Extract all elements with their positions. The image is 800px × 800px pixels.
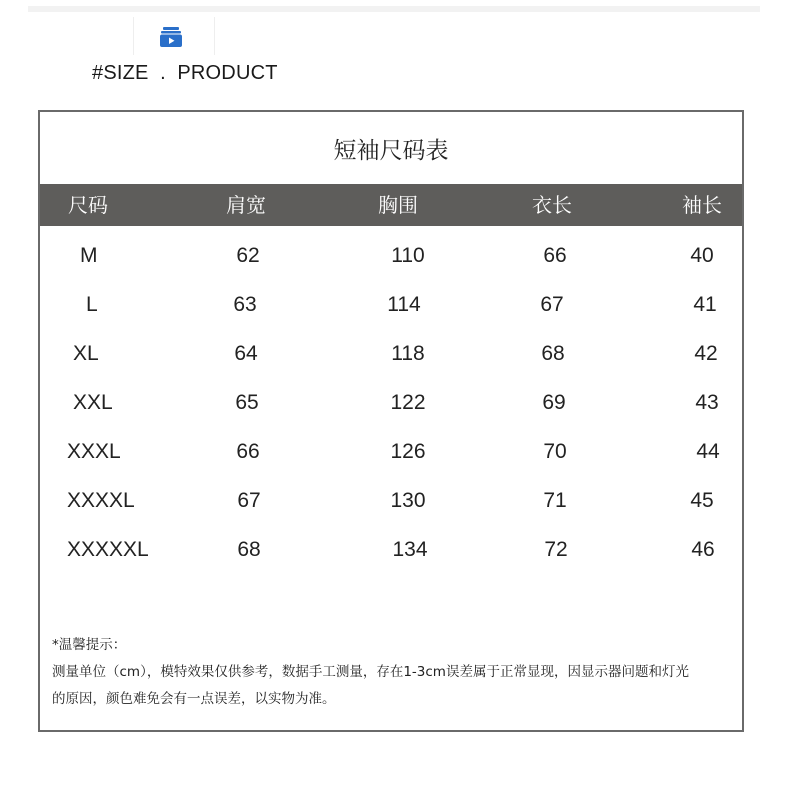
cell-chest: 126 [390,440,426,463]
size-chart-table [38,110,744,732]
cell-shoulder: 65 [235,391,259,414]
tips-note [52,632,738,713]
cell-shoulder: 62 [236,244,260,267]
cell-length: 71 [543,489,567,512]
cell-sleeve: 43 [695,391,719,414]
cell-size: XXL [73,391,113,414]
cell-sleeve: 46 [691,538,715,561]
cell-length: 66 [543,244,567,267]
cell-shoulder: 67 [237,489,261,512]
cell-size: XXXL [67,440,121,463]
column-header-length: 衣长 [532,193,572,217]
cell-length: 70 [543,440,567,463]
cell-chest: 122 [390,391,426,414]
cell-shoulder: 68 [237,538,261,561]
cell-chest: 134 [392,538,428,561]
column-header-shoulder: 肩宽 [226,193,266,217]
table-row [40,481,742,521]
cell-size: XXXXXL [67,538,149,561]
cell-shoulder: 66 [236,440,260,463]
cell-sleeve: 41 [693,293,717,316]
table-row [40,530,742,570]
table-row [40,285,742,325]
cell-chest: 110 [391,244,425,267]
cell-sleeve: 42 [694,342,718,365]
cell-shoulder: 64 [234,342,258,365]
table-row [40,383,742,423]
cell-sleeve: 44 [696,440,720,463]
cell-chest: 130 [390,489,426,512]
cell-length: 67 [540,293,564,316]
cell-size: L [86,293,98,316]
table-row [40,432,742,472]
cell-sleeve: 40 [690,244,714,267]
cell-size: XXXXL [67,489,135,512]
cell-length: 69 [542,391,566,414]
cell-chest: 114 [387,293,421,316]
tips-line: 测量单位（cm），模特效果仅供参考，数据手工测量，存在1-3cm误差属于正常显现，因显示器问题和灯光 [52,664,689,680]
cell-length: 72 [544,538,568,561]
tips-line: 的原因，颜色难免会有一点误差，以实物为准。 [52,691,336,707]
cell-shoulder: 63 [233,293,257,316]
table-row [40,334,742,374]
cell-size: XL [73,342,99,365]
cell-chest: 118 [391,342,425,365]
column-header-size: 尺码 [68,193,108,217]
cell-sleeve: 45 [690,489,714,512]
column-header-sleeve: 袖长 [682,193,722,217]
table-header [40,184,742,226]
cell-length: 68 [541,342,565,365]
table-row [40,236,742,276]
size-chart-title: 短袖尺码表 [333,138,449,164]
column-header-chest: 胸围 [378,193,418,217]
tips-title: *温馨提示： [52,637,127,653]
page-heading: #SIZE . PRODUCT [92,62,278,84]
video-icon[interactable] [160,27,182,47]
cell-size: M [80,244,98,267]
top-divider-bar [28,6,760,12]
